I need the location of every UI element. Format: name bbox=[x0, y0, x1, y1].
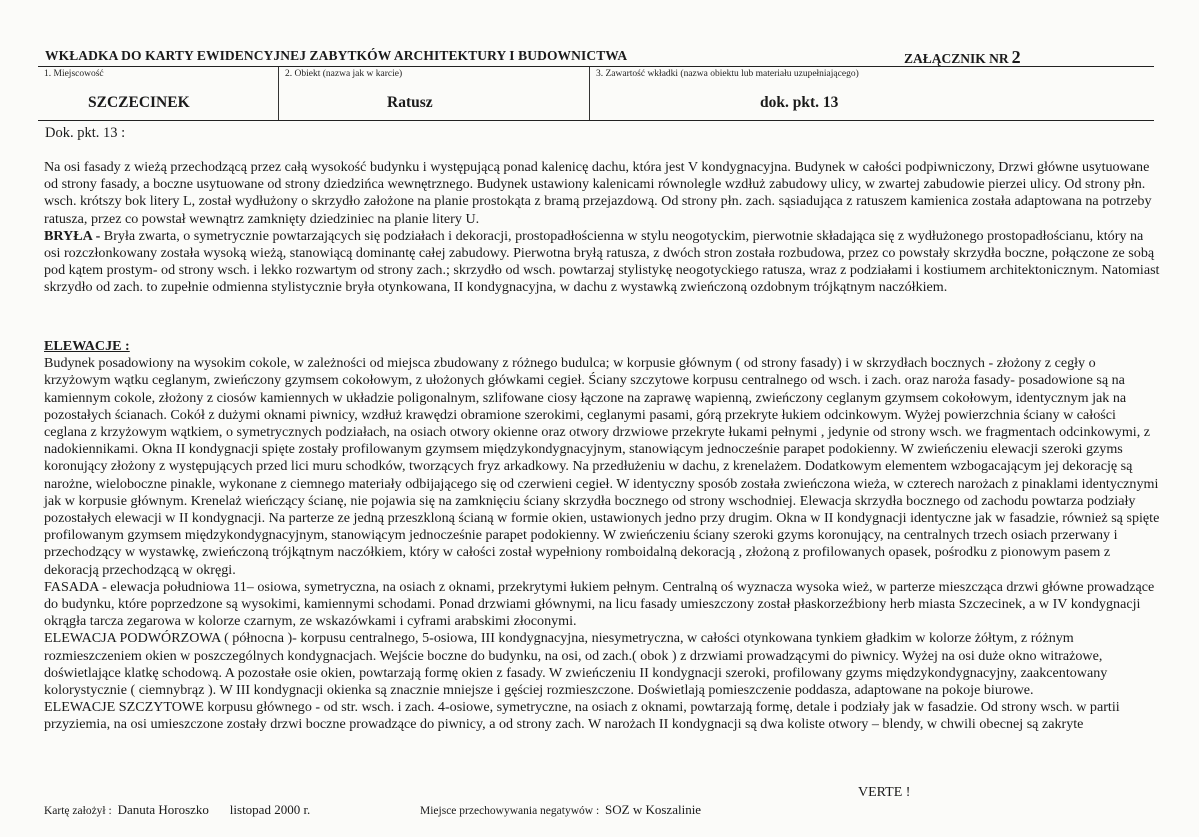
contents-value: dok. pkt. 13 bbox=[760, 94, 839, 111]
object-value: Ratusz bbox=[387, 94, 433, 111]
cell-locality bbox=[38, 67, 279, 120]
facade-paragraph: FASADA - elewacja południowa 11– osiowa, symetryczna, na osiach z oknami, przekrytymi łukiem pełnym. Centralną oś wyznacza wysoka wież, w parterze mieszcząca drzwi główne prowadzące do budynku, które poprzedzone są wysokimi, kamiennymi schodami. Ponad drzwiami głównymi, na licu fasady umieszczony został płaskorzeźbiony herb miasta Szczecinek, a w IV kondygnacji okrągła tarcza zegarowa w kolorze czarnym, ze wskazówkami i cyframi arabskimi złoconymi. bbox=[44, 578, 1155, 630]
header-table bbox=[38, 66, 1154, 121]
locality-label: 1. Miejscowość bbox=[44, 69, 104, 79]
cell-object bbox=[279, 67, 590, 120]
author-label: Kartę założył : bbox=[44, 805, 112, 817]
verte-note: VERTE ! bbox=[858, 785, 911, 800]
storage-value: SOZ w Koszalinie bbox=[605, 802, 702, 817]
gable-elevations-paragraph: ELEWACJE SZCZYTOWE korpusu głównego - od str. wsch. i zach. 4-osiowe, symetryczne, na osiach z oknami, powtarzają formę, detale i podziały jak w fasadzie. Od strony wsch. w partii przyziemia, na osi umieszczone zostały drzwi boczne prowadzące do piwnicy, a od strony zach. W narożach II kondygnacji są dwa koliste otwory – blendy, w chwili obecnej są zakryte bbox=[44, 699, 1120, 733]
bryla-paragraph bbox=[44, 228, 1162, 297]
date-value: listopad 2000 r. bbox=[229, 802, 311, 817]
author-name: Danuta Horoszko bbox=[117, 802, 209, 817]
locality-value: SZCZECINEK bbox=[88, 94, 190, 111]
description-block bbox=[44, 159, 1162, 297]
object-label: 2. Obiekt (nazwa jak w karcie) bbox=[285, 69, 403, 79]
annex-label-text: ZAŁĄCZNIK NR bbox=[904, 51, 1009, 66]
bryla-label: BRYŁA - bbox=[44, 227, 101, 244]
document-reference: Dok. pkt. 13 : bbox=[45, 125, 126, 141]
author-line bbox=[44, 802, 310, 818]
form-title: WKŁADKA DO KARTY EWIDENCYJNEJ ZABYTKÓW ARCHITEKTURY I BUDOWNICTWA bbox=[45, 48, 628, 63]
elevations-heading: ELEWACJE : bbox=[44, 338, 130, 354]
bryla-text: Bryła zwarta, o symetrycznie powtarzających się podziałach i dekoracji, prostopadłościenna w stylu neogotyckim, pierwotnie składająca się z wydłużonego prostopadłościanu, który na osi rozczłonkowany została wysoką wieżą, stanowiącą dominantę całej zabudowy. Pierwotna bryłą ratusza, z dwóch stron została rozbudowa, przez co powstały skrzydła boczne, połączone ze sobą pod kątem prostym- od strony wsch. i lekko rozwartym od strony zach.; skrzydło od wsch. powtarzaj stylistykę neogotyckiego ratusza, wraz z podziałami i kostiumem architektonicznym. Natomiast skrzydło od zach. to zupełnie odmienna stylistycznie bryła otynkowana, II kondygnacyjna, w dachu z wystawką zwieńczoną ozdobnym trójkątnym naczółkiem. bbox=[44, 227, 1160, 296]
storage-line bbox=[420, 802, 701, 818]
elevations-block bbox=[44, 338, 1162, 734]
contents-label: 3. Zawartość wkładki (nazwa obiektu lub materiału uzupełniającego) bbox=[596, 69, 859, 79]
storage-label: Miejsce przechowywania negatywów : bbox=[420, 805, 600, 817]
intro-paragraph: Na osi fasady z wieżą przechodzącą przez całą wysokość budynku i występującą ponad kalenicę dachu, która jest V kondygnacyjna. Budynek w całości podpiwniczony, Drzwi główne usytuowane od strony fasady, a boczne usytuowane od strony dziedzińca wewnętrznego. Budynek ustawiony kalenicami równolegle wzdłuż zabudowy ulicy, w zwartej zabudowie pierzei ulicy. Od strony płn. wsch. krótszy bok litery L, został wydłużony o skrzydło założone na planie prostokąta z bramą przejazdową. Od strony płn. zach. sąsiadująca z ratuszem kamienica została adaptowana na potrzeby ratusza, przez co powstał wewnątrz zamknięty dziedziniec na planie litery U. bbox=[44, 159, 1152, 227]
north-elevation-paragraph: ELEWACJA PODWÓRZOWA ( północna )- korpusu centralnego, 5-osiowa, III kondygnacyjna, niesymetryczna, w całości otynkowana tynkiem gładkim w kolorze żółtym, z różnym rozmieszczeniem okien w poszczególnych kondygnacjach. Wejście boczne do budynku, na osi, od zach.( obok ) z drzwiami prowadzącymi do piwnicy. Wyżej na osi duże okno witrażowe, doświetlające klatkę schodową. A pozostałe osie okien, powtarzają formę okien z fasady. W zwieńczeniu II kondygnacji szeroki, profilowany gzyms międzykondygnacyjny, zaakcentowany kolorystycznie ( ciemnybrąz ). W III kondygnacji okienka są znacznie mniejsze i gęściej rozmieszczone. Doświetlają pomieszczenie poddasza, adaptowane na pokoje biurowe. bbox=[44, 630, 1108, 699]
annex-number: 2 bbox=[1011, 47, 1021, 67]
annex-label bbox=[904, 47, 1021, 68]
elevations-paragraph: Budynek posadowiony na wysokim cokole, w zależności od miejsca zbudowany z różnego budulca; w korpusie głównym ( od strony fasady) i w skrzydłach bocznych - złożony z cegły o krzyżowym wątku ceglanym, zwieńczony gzymsem cokołowym, z ułożonych główkami cegieł. Ściany szczytowe korpusu centralnego od wsch. i zach. oraz naroża fasady- posadowione są na kamiennym cokole, złożony z ciosów kamiennych w układzie poligonalnym, szlifowane ciosy łączone na zaprawę wapienną, zwieńczony ceglanym gzymsem cokołowym, identycznym jak na pozostałych ścianach. Cokół z dużymi oknami piwnicy, wzdłuż krawędzi obramione szerokimi, ceglanymi pasami, górą przekryte łukiem odcinkowym. Wyżej powierzchnia ściany w całości ceglana z krzyżowym wątkiem, o symetrycznych podziałach, na osiach otwory okienne oraz otwory drzwiowe przekryte łukami pełnymi , jedynie od strony wsch. we fragmentach odcinkowymi, z nadokiennikami. Okna II kondygnacji spięte zostały profilowanym gzymsem międzykondygnacyjnym, stanowiącym jednocześnie parapet podokienny. W zwieńczeniu elewacji szeroki gzyms koronujący złożony z występujących przed lici muru schodków, tworzących fryz arkadkowy. Na przedłużeniu w dachu, z krenelażem. Dodatkowym elementem wzbogacającym jej dekorację są narożne, wieloboczne pinakle, wykonane z ciemnego materiały odbijającego się od czerwieni cegieł. W identyczny sposób została zwieńczona wieża, w czterech narożach z pinaklami identycznymi jak w korpusie głównym. Krenelaż wieńczący ścianę, nie pojawia się na zamknięciu ściany skrzydła bocznego od strony wschodniej. Elewacja skrzydła bocznego od zachodu powtarza podziały pozostałych elewacji w II kondygnacji. Na parterze ze jedną przeszkloną ścianą w formie okien, ustawionych jedno przy drugim. Okna w II kondygnacji identyczne jak w fasadzie, również są spięte profilowanym gzymsem międzykondygnacyjnym, stanowiącym jednocześnie parapet podokienny. W zwieńczeniu ściany szeroki gzyms koronujący, na centralnych trzech osiach przerwany i przechodzący w wystawkę, zwieńczoną trójkątnym naczółkiem, który w całości został wypełniony romboidalną dekoracją , złożoną z profilowanych opasek, pośrodku z pionowym pasem z dekoracją przechodzącą w okręgi. bbox=[44, 355, 1160, 578]
cell-contents bbox=[590, 67, 1154, 120]
